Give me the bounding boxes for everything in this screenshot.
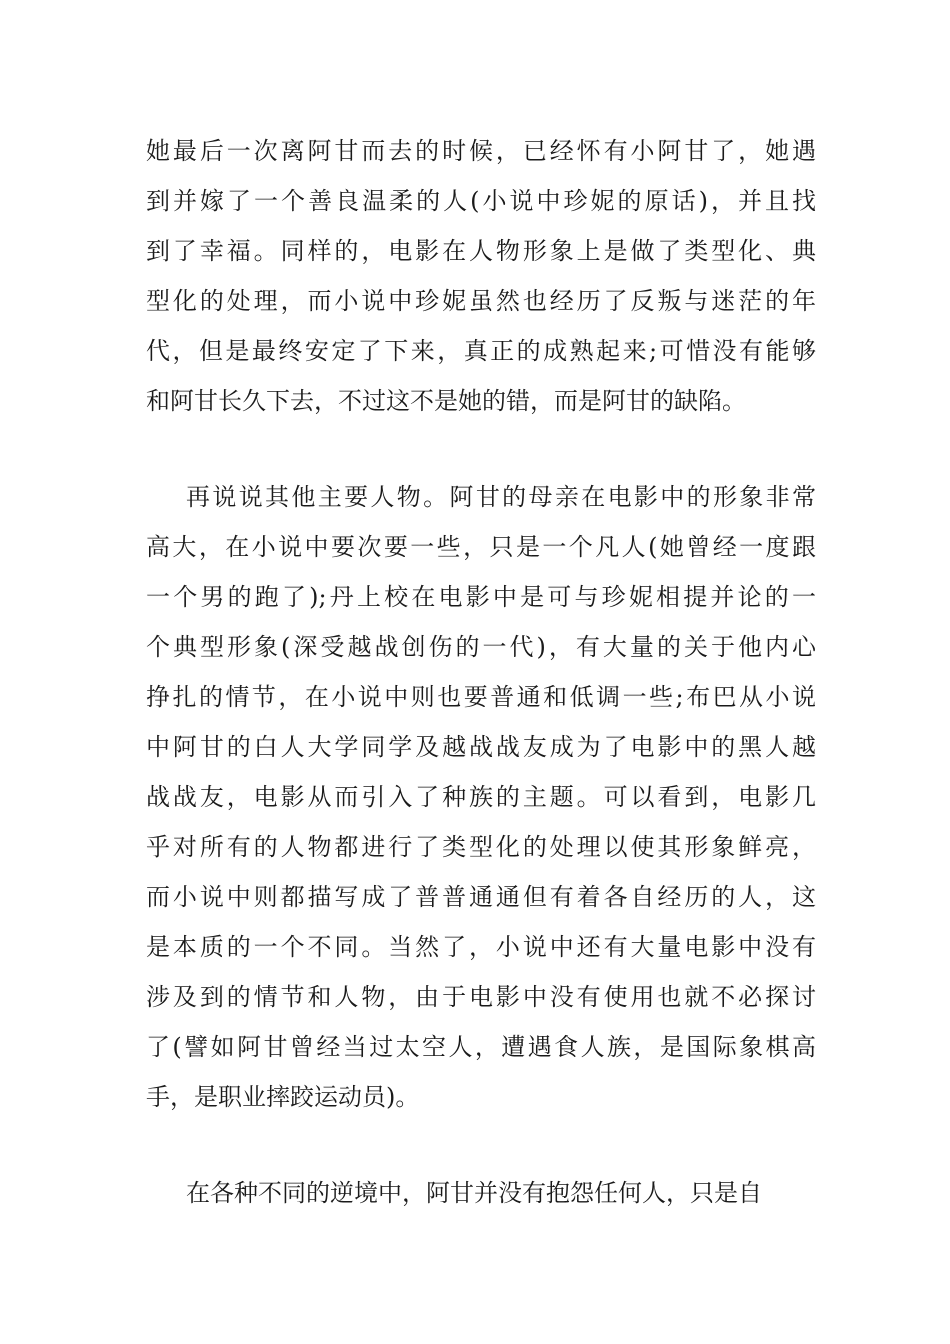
text-line: 她最后一次离阿甘而去的时候，已经怀有小阿甘了，她遇	[146, 137, 816, 165]
text-line: 到并嫁了一个善良温柔的人(小说中珍妮的原话)，并且找	[146, 187, 816, 215]
text-line: 乎对所有的人物都进行了类型化的处理以使其形象鲜亮，	[146, 833, 816, 861]
paragraph-2	[146, 472, 816, 1122]
text-line: 是本质的一个不同。当然了，小说中还有大量电影中没有	[146, 933, 816, 961]
text-line: 型化的处理，而小说中珍妮虽然也经历了反叛与迷茫的年	[146, 287, 816, 315]
text-line: 而小说中则都描写成了普普通通但有着各自经历的人，这	[146, 883, 816, 911]
text-line: 在各种不同的逆境中，阿甘并没有抱怨任何人，只是自	[186, 1179, 762, 1207]
text-line: 手，是职业摔跤运动员)。	[146, 1083, 420, 1111]
text-line: 挣扎的情节，在小说中则也要普通和低调一些;布巴从小说	[146, 683, 816, 711]
text-line: 涉及到的情节和人物，由于电影中没有使用也就不必探讨	[146, 983, 816, 1011]
text-line: 再说说其他主要人物。阿甘的母亲在电影中的形象非常	[186, 483, 816, 511]
text-line: 战战友，电影从而引入了种族的主题。可以看到，电影几	[146, 783, 816, 811]
text-line: 到了幸福。同样的，电影在人物形象上是做了类型化、典	[146, 237, 816, 265]
text-line: 一个男的跑了);丹上校在电影中是可与珍妮相提并论的一	[146, 583, 816, 611]
text-line: 代，但是最终安定了下来，真正的成熟起来;可惜没有能够	[146, 337, 816, 365]
text-line: 和阿甘长久下去，不过这不是她的错，而是阿甘的缺陷。	[146, 387, 746, 415]
text-line: 高大，在小说中要次要一些，只是一个凡人(她曾经一度跟	[146, 533, 816, 561]
text-line: 个典型形象(深受越战创伤的一代)，有大量的关于他内心	[146, 633, 816, 661]
paragraph-1	[146, 126, 816, 426]
text-line: 中阿甘的白人大学同学及越战战友成为了电影中的黑人越	[146, 733, 816, 761]
paragraph-3	[146, 1168, 816, 1218]
text-line: 了(譬如阿甘曾经当过太空人，遭遇食人族，是国际象棋高	[146, 1033, 816, 1061]
